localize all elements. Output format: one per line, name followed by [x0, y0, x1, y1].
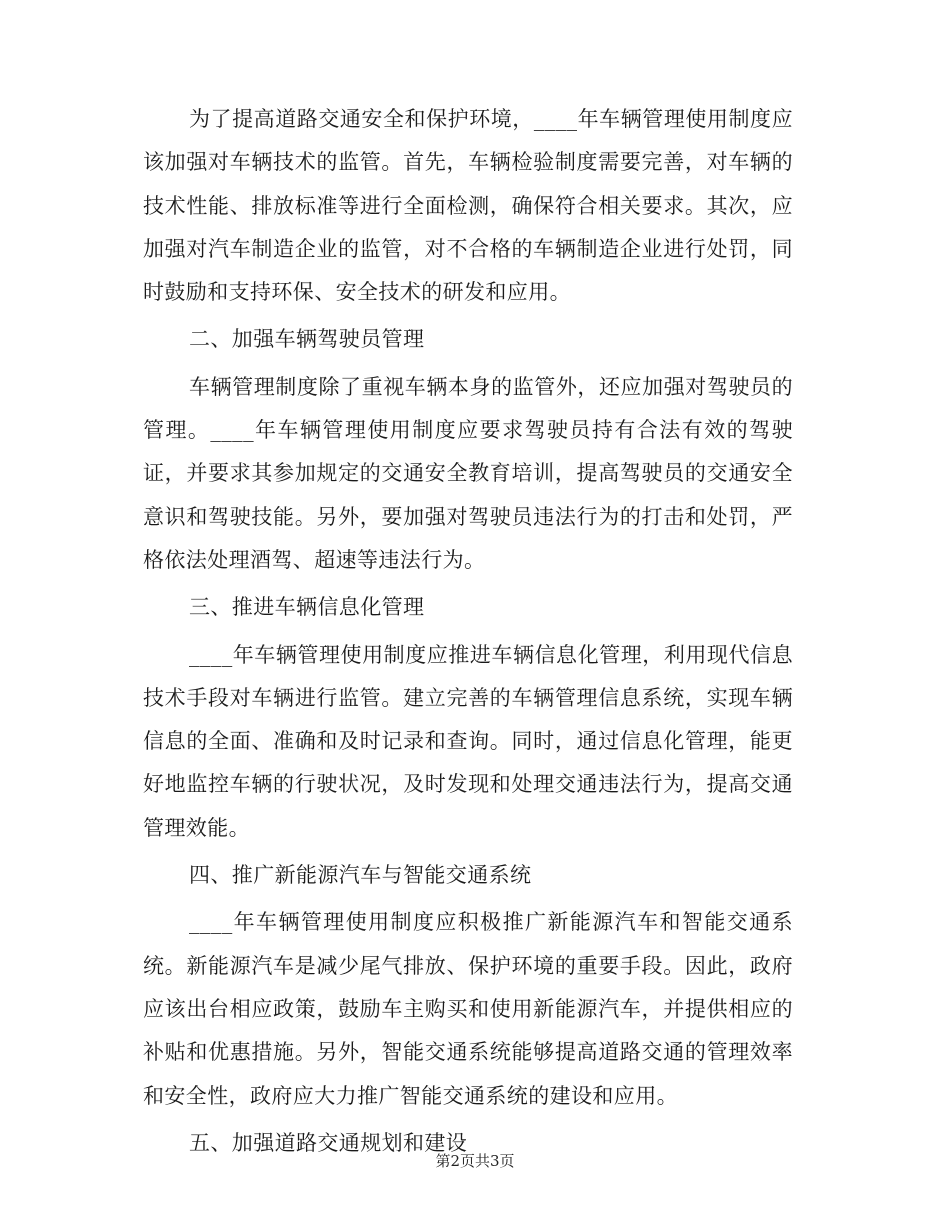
paragraph-driver-management: 车辆管理制度除了重视车辆本身的监管外，还应加强对驾驶员的管理。____年车辆管理使用制度应要求驾驶员持有合法有效的驾驶证，并要求其参加规定的交通安全教育培训，提高驾驶员的交通安全意识和驾驶技能。另外，要加强对驾驶员违法行为的打击和处罚，严格依法处理酒驾、超速等违法行为。: [143, 374, 793, 572]
page-number-footer: 第2页共3页: [435, 1152, 515, 1170]
document-body: [143, 98, 793, 1169]
section-heading-informatization: 三、推进车辆信息化管理: [189, 595, 425, 620]
section-heading-driver-management: 二、加强车辆驾驶员管理: [189, 327, 425, 352]
section-heading-road-planning: 五、加强道路交通规划和建设: [189, 1130, 468, 1155]
paragraph-informatization: ____年车辆管理使用制度应推进车辆信息化管理，利用现代信息技术手段对车辆进行监管。建立完善的车辆管理信息系统，实现车辆信息的全面、准确和及时记录和查询。同时，通过信息化管理，能更好地监控车辆的行驶状况，及时发现和处理交通违法行为，提高交通管理效能。: [143, 642, 793, 840]
section-heading-new-energy: 四、推广新能源汽车与智能交通系统: [189, 863, 532, 888]
paragraph-vehicle-technology: 为了提高道路交通安全和保护环境，____年车辆管理使用制度应该加强对车辆技术的监管。首先，车辆检验制度需要完善，对车辆的技术性能、排放标准等进行全面检测，确保符合相关要求。其次，应加强对汽车制造企业的监管，对不合格的车辆制造企业进行处罚，同时鼓励和支持环保、安全技术的研发和应用。: [143, 107, 793, 305]
paragraph-new-energy: ____年车辆管理使用制度应积极推广新能源汽车和智能交通系统。新能源汽车是减少尾气排放、保护环境的重要手段。因此，政府应该出台相应政策，鼓励车主购买和使用新能源汽车，并提供相应的补贴和优惠措施。另外，智能交通系统能够提高道路交通的管理效率和安全性，政府应大力推广智能交通系统的建设和应用。: [143, 910, 793, 1108]
